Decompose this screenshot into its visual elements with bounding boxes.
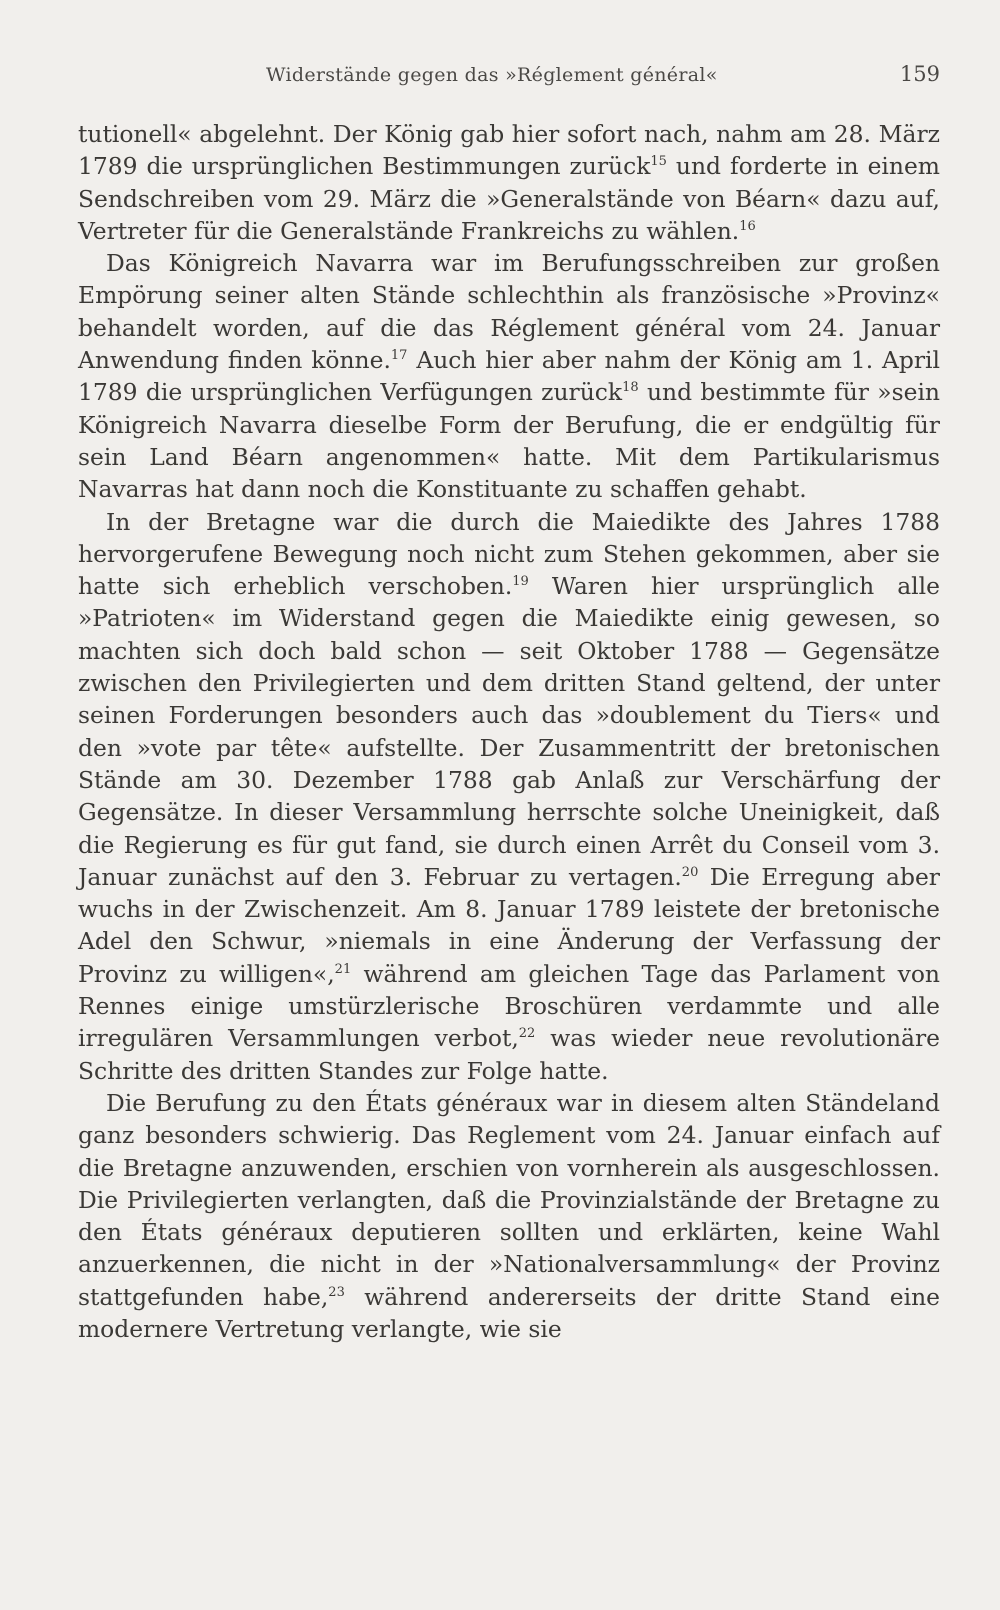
footnote-ref: 15 bbox=[650, 154, 667, 170]
footnote-ref: 18 bbox=[622, 380, 639, 396]
text-segment: In der Bretagne war die durch die Maiedikte des Jahres 1788 hervorgerufene Bewegung noch nicht zum Stehen gekommen, aber sie hatte sich erheblich verschoben. bbox=[78, 507, 940, 601]
text-segment: tutionell« abgelehnt. Der König gab hier sofort nach, nahm am 28. März 1789 die ursprünglichen Bestimmungen zurück bbox=[78, 120, 940, 181]
text-segment: was wieder neue revolutionäre Schritte des dritten Standes zur Folge hatte. bbox=[78, 1024, 940, 1085]
paragraph-3 bbox=[78, 506, 940, 1087]
text-segment: während am gleichen Tage das Parlament von Rennes einige umstürzlerische Broschüren verdammte und alle irregulären Versammlungen verbot, bbox=[78, 959, 941, 1053]
text-segment: und bestimmte für »sein Königreich Navarra dieselbe Form der Berufung, die er endgültig für sein Land Béarn angenommen« hatte. Mit dem Partikularismus Navarras hat dann noch die Konstituante zu schaffen gehabt. bbox=[78, 378, 940, 504]
footnote-ref: 16 bbox=[739, 218, 756, 234]
footnote-ref: 20 bbox=[681, 864, 699, 880]
footnote-ref: 23 bbox=[328, 1284, 345, 1300]
paragraph-1 bbox=[78, 118, 940, 247]
text-segment: Auch hier aber nahm der König am 1. April 1789 die ursprünglichen Verfügungen zurück bbox=[78, 346, 941, 407]
page-header bbox=[78, 60, 940, 92]
text-segment: Das Königreich Navarra war im Berufungsschreiben zur großen Empörung seiner alten Stände schlechthin als französische »Provinz« behandelt worden, auf die das Réglement général vom 24. Januar Anwendung finden könne. bbox=[78, 249, 940, 375]
paragraph-4 bbox=[78, 1087, 940, 1345]
running-head: Widerstände gegen das »Réglement général« bbox=[266, 64, 718, 86]
text-segment: Waren hier ursprünglich alle »Patrioten« im Widerstand gegen die Maiedikte einig gewesen, so machten sich doch bald schon — seit Oktober 1788 — Gegensätze zwischen den Privilegierten und dem dritten Stand geltend, der unter seinen Forderungen besonders auch das »doublement du Tiers« und den »vote par tête« aufstellte. Der Zusammentritt der bretonischen Stände am 30. Dezember 1788 gab Anlaß zur Verschärfung der Gegensätze. In dieser Versammlung herrschte solche Uneinigkeit, daß die Regierung es für gut fand, sie durch einen Arrêt du Conseil vom 3. Januar zunächst auf den 3. Februar zu vertagen. bbox=[78, 572, 940, 891]
body-text bbox=[78, 118, 940, 1345]
footnote-ref: 17 bbox=[390, 348, 408, 364]
text-segment: und forderte in einem Sendschreiben vom 29. März die »Generalstände von Béarn« dazu auf, Vertreter für die Generalstände Frankreichs zu wählen. bbox=[78, 152, 940, 245]
footnote-ref: 19 bbox=[512, 574, 529, 590]
paragraph-2 bbox=[78, 247, 940, 505]
footnote-ref: 22 bbox=[518, 1026, 536, 1042]
footnote-ref: 21 bbox=[334, 961, 352, 977]
page-number: 159 bbox=[899, 62, 940, 86]
text-segment: Die Berufung zu den États généraux war in diesem alten Ständeland ganz besonders schwierig. Das Reglement vom 24. Januar einfach auf die Bretagne anzuwenden, erschien von vornherein als ausgeschlossen. Die Privilegierten verlangten, daß die Provinzialstände der Bretagne zu den États généraux deputieren sollten und erklärten, keine Wahl anzuerkennen, die nicht in der »Nationalversammlung« der Provinz stattgefunden habe, bbox=[78, 1088, 940, 1311]
text-segment: Die Erregung aber wuchs in der Zwischenzeit. Am 8. Januar 1789 leistete der bretonische Adel den Schwur, »niemals in eine Änderung der Verfassung der Provinz zu willigen«, bbox=[78, 862, 940, 988]
text-segment: während andererseits der dritte Stand eine modernere Vertretung verlangte, wie sie bbox=[78, 1282, 940, 1343]
